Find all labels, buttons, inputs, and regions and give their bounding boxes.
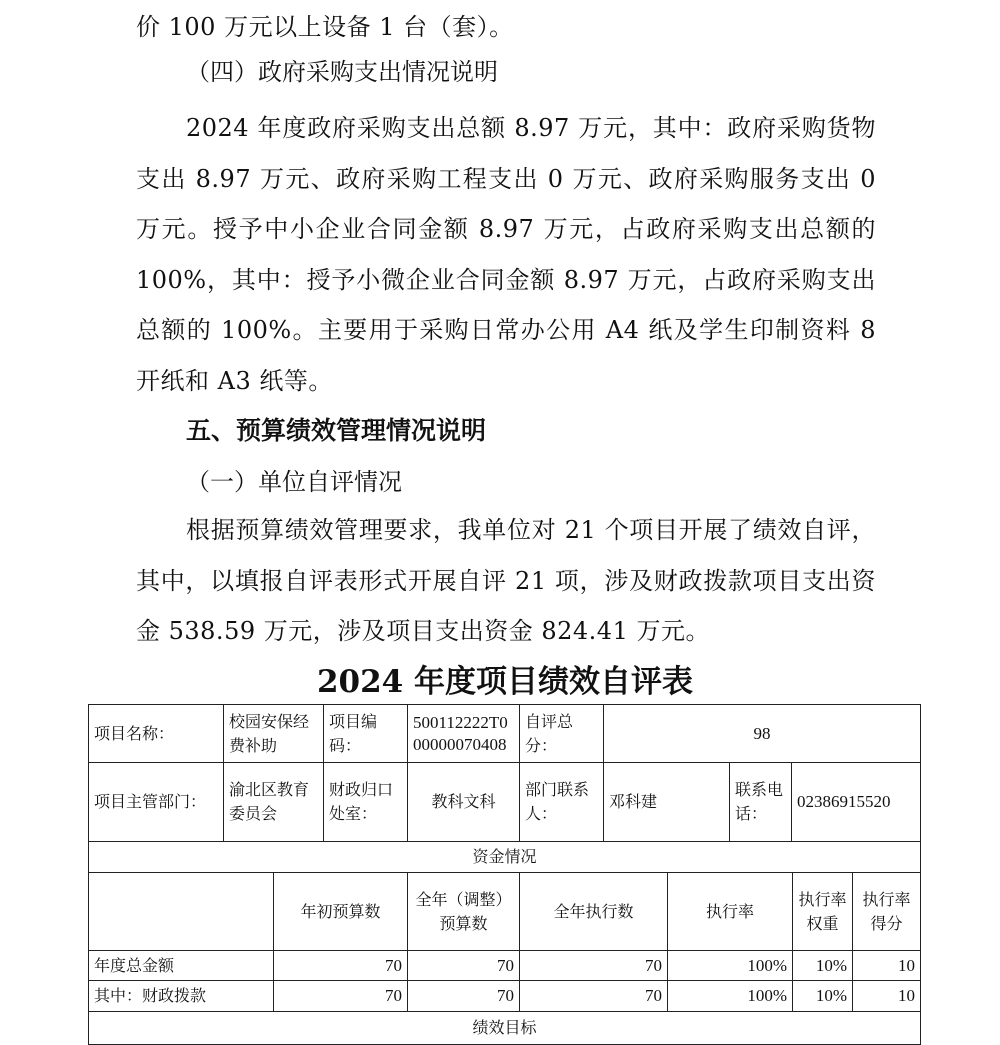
score-label: 自评总分： [519, 704, 604, 763]
phone-value: 02386915520 [791, 762, 921, 842]
score-value: 98 [603, 704, 921, 763]
header-blank [88, 872, 274, 951]
col-header-rate-score: 执行率得分 [852, 872, 921, 951]
project-code: 500112222T000000070408 [407, 704, 520, 763]
paragraph-self-evaluation: 根据预算绩效管理要求，我单位对 21 个项目开展了绩效自评，其中，以填报自评表形式开展自评 21 项，涉及财政拨款项目支出资金 538.59 万元，涉及项目支出资金 824.41 万元。 [136, 516, 876, 645]
cell-total-score: 10 [852, 950, 921, 981]
project-name: 校园安保经费补助 [223, 704, 324, 763]
cell-total-adjusted: 70 [407, 950, 520, 981]
col-header-execution-rate: 执行率 [667, 872, 793, 951]
phone-label: 联系电话： [729, 762, 792, 842]
project-code-label: 项目编码： [323, 704, 408, 763]
cell-fiscal-initial: 70 [273, 980, 408, 1012]
goals-header: 绩效目标 [88, 1011, 921, 1045]
dept-label: 项目主管部门： [88, 762, 224, 842]
col-header-rate-weight: 执行率权重 [792, 872, 853, 951]
col-header-initial-budget: 年初预算数 [273, 872, 408, 951]
cell-fiscal-executed: 70 [519, 980, 668, 1012]
paragraph-procurement: 2024 年度政府采购支出总额 8.97 万元，其中：政府采购货物支出 8.97 万元、政府采购工程支出 0 万元、政府采购服务支出 0 万元。授予中小企业合同金额 8.97 万元，占政府采购支出总额的 100%，其中：授予小微企业合同金额 8.97 万元，占政府采购支出总额的 100%。主要用于采购日常办公用 A4 纸及学生印制资料 8 开纸和 A3 纸等。 [136, 114, 876, 395]
paragraph-continued: 价 100 万元以上设备 1 台（套）。 [136, 13, 514, 41]
col-header-adjusted-budget: 全年（调整）预算数 [407, 872, 520, 951]
funds-header: 资金情况 [88, 841, 921, 873]
cell-total-executed: 70 [519, 950, 668, 981]
heading-self-evaluation: （一）单位自评情况 [186, 468, 402, 496]
cell-fiscal-rate: 100% [667, 980, 793, 1012]
dept-value: 渝北区教育委员会 [223, 762, 324, 842]
contact-label: 部门联系人： [519, 762, 604, 842]
row-label-fiscal: 其中：财政拨款 [88, 980, 274, 1012]
contact-value: 邓科建 [603, 762, 730, 842]
row-label-total: 年度总金额 [88, 950, 274, 981]
cell-total-rate: 100% [667, 950, 793, 981]
finance-office-value: 教科文科 [407, 762, 520, 842]
finance-office-label: 财政归口处室： [323, 762, 408, 842]
project-name-label: 项目名称： [88, 704, 224, 763]
col-header-executed: 全年执行数 [519, 872, 668, 951]
cell-total-weight: 10% [792, 950, 853, 981]
cell-fiscal-score: 10 [852, 980, 921, 1012]
cell-total-initial: 70 [273, 950, 408, 981]
heading-procurement: （四）政府采购支出情况说明 [186, 58, 498, 86]
cell-fiscal-weight: 10% [792, 980, 853, 1012]
table-title: 2024 年度项目绩效自评表 [316, 664, 694, 700]
cell-fiscal-adjusted: 70 [407, 980, 520, 1012]
heading-section-five: 五、预算绩效管理情况说明 [186, 416, 487, 445]
